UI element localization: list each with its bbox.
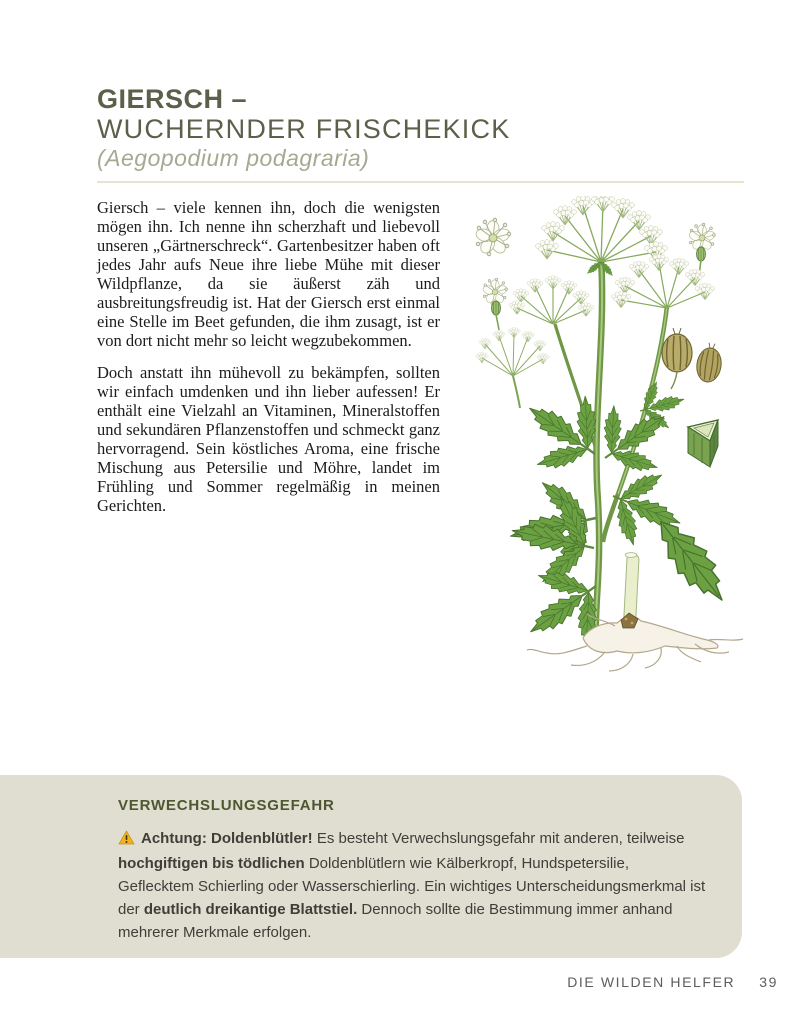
flower-detail-top-right: [688, 223, 716, 275]
latin-name-subtitle: (Aegopodium podagraria): [97, 145, 370, 171]
footer-section-label: DIE WILDEN HELFER: [567, 974, 736, 990]
page-title-line2: WUCHERNDER FRISCHEKICK: [97, 114, 511, 144]
page-footer: [567, 974, 778, 990]
triangular-petiole-cross-section: [688, 420, 718, 467]
title-divider: [97, 181, 744, 183]
umbel-mid: [509, 276, 594, 324]
seed-pod-2: [695, 342, 724, 384]
article-text: [97, 198, 440, 515]
seed-pod-1: [662, 328, 692, 389]
page-header: [97, 84, 742, 183]
flower-detail-large: [475, 218, 512, 256]
single-leaf: [647, 511, 737, 611]
footer-page-number: 39: [759, 974, 778, 990]
warning-text: [118, 827, 708, 944]
warning-rich-text: Achtung: Doldenblütler! Es besteht Verwechslungsgefahr mit anderen, teilweise hochgiftigen bis tödlichen Doldenblütlern wie Kälberkropf, Hundspetersilie, Geflecktem Schierling oder Wasserschierling. Ein wichtiges Unterscheidungsmerkmal ist der deutlich dreikantige Blattstiel. Dennoch sollte die Bestimmung immer anhand mehrerer Merkmale erfolgen.: [118, 830, 706, 941]
umbel-spray-detail: [476, 327, 550, 408]
umbel-side: [611, 254, 714, 308]
warning-heading: VERWECHSLUNGSGEFAHR: [118, 797, 335, 814]
warning-triangle-icon: [118, 829, 135, 852]
giersch-botanical-illustration: [455, 196, 805, 721]
body-paragraph: Giersch – viele kennen ihn, doch die wenigsten mögen ihn. Ich nenne ihn scherzhaft und liebevoll unseren „Gärtnerschreck“. Gartenbesitzer haben oft jedes Jahr aufs Neue ihre liebe Mühe mit dieser Wildpflanze, da sie äußerst zäh und ausbreitungsfreudig ist. Hat der Giersch erst einmal eine Stelle im Beet gefunden, die ihm zusagt, ist er von dort nicht mehr so leicht wegzubekommen.: [97, 198, 440, 350]
body-paragraph: Doch anstatt ihn mühevoll zu bekämpfen, sollten wir einfach umdenken und ihn lieber aufessen! Er enthält eine Vielzahl an Vitaminen, Mineralstoffen und sekundären Pflanzenstoffen und schmeckt ganz hervorragend. Sein köstliches Aroma, eine frische Mischung aus Petersilie und Möhre, landet im Frühling und Sommer regelmäßig in meinen Gerichten.: [97, 363, 440, 515]
page-title: GIERSCH –: [97, 84, 248, 114]
flower-detail-with-ovary: [482, 278, 508, 330]
warning-box: [0, 775, 742, 958]
